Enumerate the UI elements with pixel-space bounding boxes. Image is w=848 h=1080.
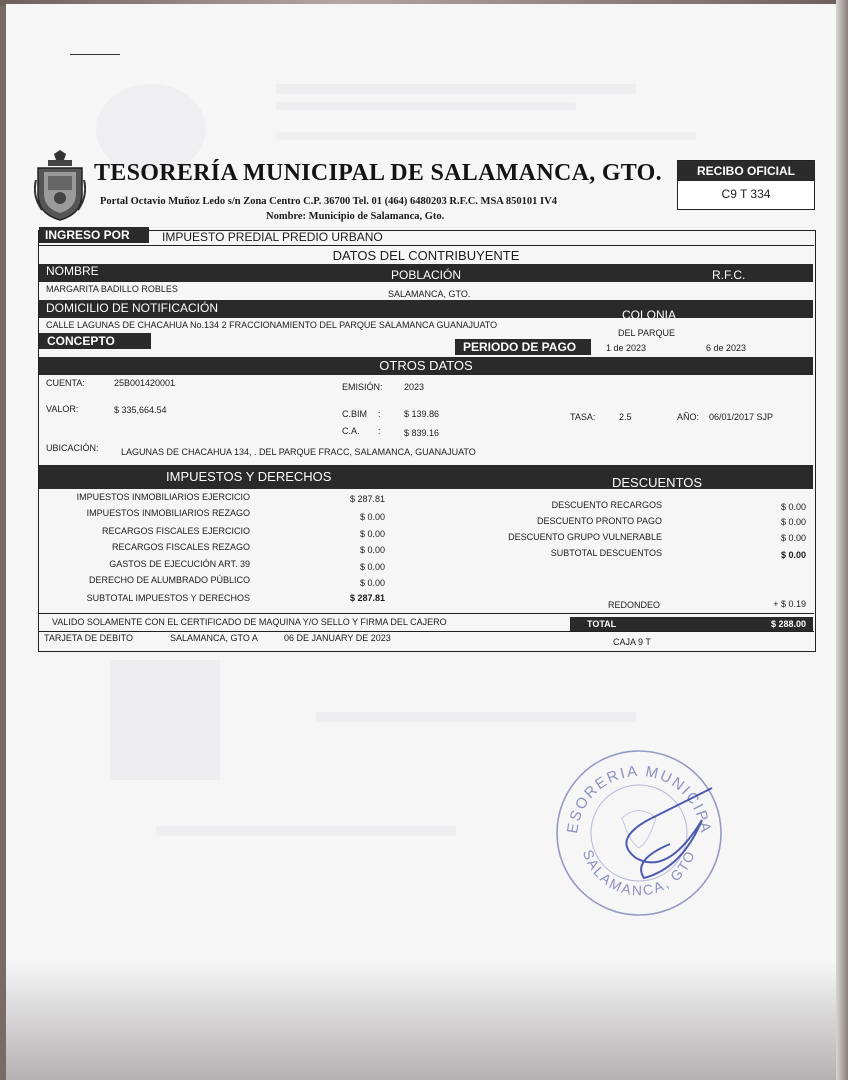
treasury-title: TESORERÍA MUNICIPAL DE SALAMANCA, GTO.	[94, 160, 662, 186]
valor-value: $ 335,664.54	[114, 405, 167, 415]
metodo-pago: TARJETA DE DEBITO	[44, 633, 134, 643]
cbim-label: C.BIM	[342, 409, 368, 419]
emision-value: 2023	[404, 382, 425, 392]
domicilio-label: DOMICILIO DE NOTIFICACIÓN	[46, 301, 219, 315]
impuesto-item-label: IMPUESTOS INMOBILIARIOS REZAGO	[86, 508, 250, 518]
periodo-label: PERIODO DE PAGO	[455, 339, 591, 355]
impuesto-item-amount: $ 0.00	[360, 545, 386, 555]
divider	[38, 245, 814, 246]
receipt-label: RECIBO OFICIAL	[678, 161, 814, 181]
impuesto-item-label: RECARGOS FISCALES EJERCICIO	[101, 526, 250, 536]
tasa-label: TASA:	[570, 412, 596, 422]
redondeo-label: REDONDEO	[608, 600, 661, 610]
nombre-label: NOMBRE	[46, 264, 99, 278]
total-amount: $ 288.00	[770, 619, 806, 629]
svg-text:SALAMANCA, GTO: SALAMANCA, GTO	[579, 847, 699, 899]
ca-value: $ 839.16	[404, 428, 440, 438]
impuesto-item-amount: $ 0.00	[360, 578, 386, 588]
nombre-value: MARGARITA BADILLO ROBLES	[46, 284, 178, 294]
photo-shadow	[6, 960, 836, 1080]
validez-note: VALIDO SOLAMENTE CON EL CERTIFICADO DE MAQUINA Y/O SELLO Y FIRMA DEL CAJERO	[52, 617, 447, 627]
cbim-colon: :	[378, 409, 381, 419]
descuento-item-amount: $ 0.00	[780, 517, 806, 527]
emision-label: EMISIÓN:	[342, 382, 383, 392]
contribuyente-section-title: DATOS DEL CONTRIBUYENTE	[332, 248, 520, 263]
poblacion-value: SALAMANCA, GTO.	[388, 289, 471, 299]
svg-text:TESORERIA MUNICIPAL: ESORERIA MUNICIPA	[564, 762, 715, 836]
impuesto-item-amount: $ 0.00	[360, 529, 386, 539]
cuenta-value: 25B001420001	[114, 378, 176, 388]
bleed-through-line	[156, 826, 456, 836]
bleed-through-line	[276, 132, 696, 140]
rfc-label: R.F.C.	[712, 268, 746, 282]
total-label: TOTAL	[587, 619, 617, 629]
cuenta-label: CUENTA:	[46, 378, 85, 388]
poblacion-label: POBLACIÓN	[391, 268, 462, 282]
descuento-item-label: DESCUENTO RECARGOS	[551, 500, 662, 510]
receipt-number: C9 T 334	[721, 187, 771, 201]
anio-label: AÑO:	[677, 412, 700, 422]
fecha-expedicion: 06 DE JANUARY DE 2023	[284, 633, 391, 643]
impuestos-subtotal-amount: $ 287.81	[350, 593, 386, 603]
impuesto-item-label: GASTOS DE EJECUCIÓN ART. 39	[109, 559, 250, 569]
caja: CAJA 9 T	[613, 637, 651, 647]
descuentos-subtotal-amount: $ 0.00	[780, 550, 806, 560]
valor-label: VALOR:	[46, 404, 79, 414]
impuestos-section-title: IMPUESTOS Y DERECHOS	[166, 469, 332, 484]
divider	[38, 631, 814, 632]
bleed-through-line	[276, 84, 636, 94]
periodo-hasta: 6 de 2023	[706, 343, 747, 353]
descuento-item-amount: $ 0.00	[780, 502, 806, 512]
bleed-through-line	[276, 102, 576, 110]
impuesto-item-amount: $ 0.00	[360, 562, 386, 572]
concepto-label: CONCEPTO	[39, 333, 151, 349]
municipal-crest-icon	[34, 150, 86, 222]
cbim-value: $ 139.86	[404, 409, 440, 419]
treasury-address: Portal Octavio Muñoz Ledo s/n Zona Centro C.P. 36700 Tel. 01 (464) 6480203 R.F.C. MSA 850101 IV4	[100, 196, 557, 207]
ca-colon: :	[378, 426, 381, 436]
impuestos-subtotal-label: SUBTOTAL IMPUESTOS Y DERECHOS	[86, 593, 250, 603]
ubicacion-value: LAGUNAS DE CHACAHUA 134, . DEL PARQUE FRACC, SALAMANCA, GUANAJUATO	[121, 447, 476, 457]
tasa-value: 2.5	[619, 412, 632, 422]
colonia-value: DEL PARQUE	[618, 328, 676, 338]
receipt-number-box	[677, 160, 815, 210]
impuesto-item-amount: $ 287.81	[350, 494, 386, 504]
descuento-item-label: DESCUENTO GRUPO VULNERABLE	[508, 532, 662, 542]
descuento-item-label: DESCUENTO PRONTO PAGO	[536, 516, 662, 526]
descuentos-subtotal-label: SUBTOTAL DESCUENTOS	[550, 548, 662, 558]
ingreso-label: INGRESO POR	[39, 227, 149, 243]
treasury-name-line: Nombre: Municipio de Salamanca, Gto.	[266, 211, 445, 222]
bleed-through-qr	[110, 660, 220, 780]
anio-value: 06/01/2017 SJP	[709, 412, 774, 422]
impuesto-item-label: RECARGOS FISCALES REZAGO	[111, 542, 250, 552]
colonia-label: COLONIA	[622, 308, 677, 322]
ubicacion-label: UBICACIÓN:	[46, 443, 99, 453]
descuentos-section-title: DESCUENTOS	[612, 475, 703, 490]
ca-label: C.A.	[342, 426, 360, 436]
otros-section-title: OTROS DATOS	[379, 358, 473, 373]
ingreso-value: IMPUESTO PREDIAL PREDIO URBANO	[162, 230, 383, 244]
periodo-desde: 1 de 2023	[606, 343, 647, 353]
pen-mark	[70, 54, 120, 55]
impuesto-item-amount: $ 0.00	[360, 512, 386, 522]
official-seal-stamp	[552, 748, 726, 918]
descuento-item-amount: $ 0.00	[780, 533, 806, 543]
impuesto-item-label: IMPUESTOS INMOBILIARIOS EJERCICIO	[76, 492, 250, 502]
lugar-expedicion: SALAMANCA, GTO A	[170, 633, 258, 643]
divider	[38, 613, 814, 614]
background-edge-right	[836, 0, 848, 1080]
redondeo-amount: + $ 0.19	[773, 599, 806, 609]
domicilio-value: CALLE LAGUNAS DE CHACAHUA No.134 2 FRACCIONAMIENTO DEL PARQUE SALAMANCA GUANAJUATO	[46, 320, 498, 330]
impuesto-item-label: DERECHO DE ALUMBRADO PÚBLICO	[88, 575, 250, 585]
bleed-through-line	[316, 712, 636, 722]
